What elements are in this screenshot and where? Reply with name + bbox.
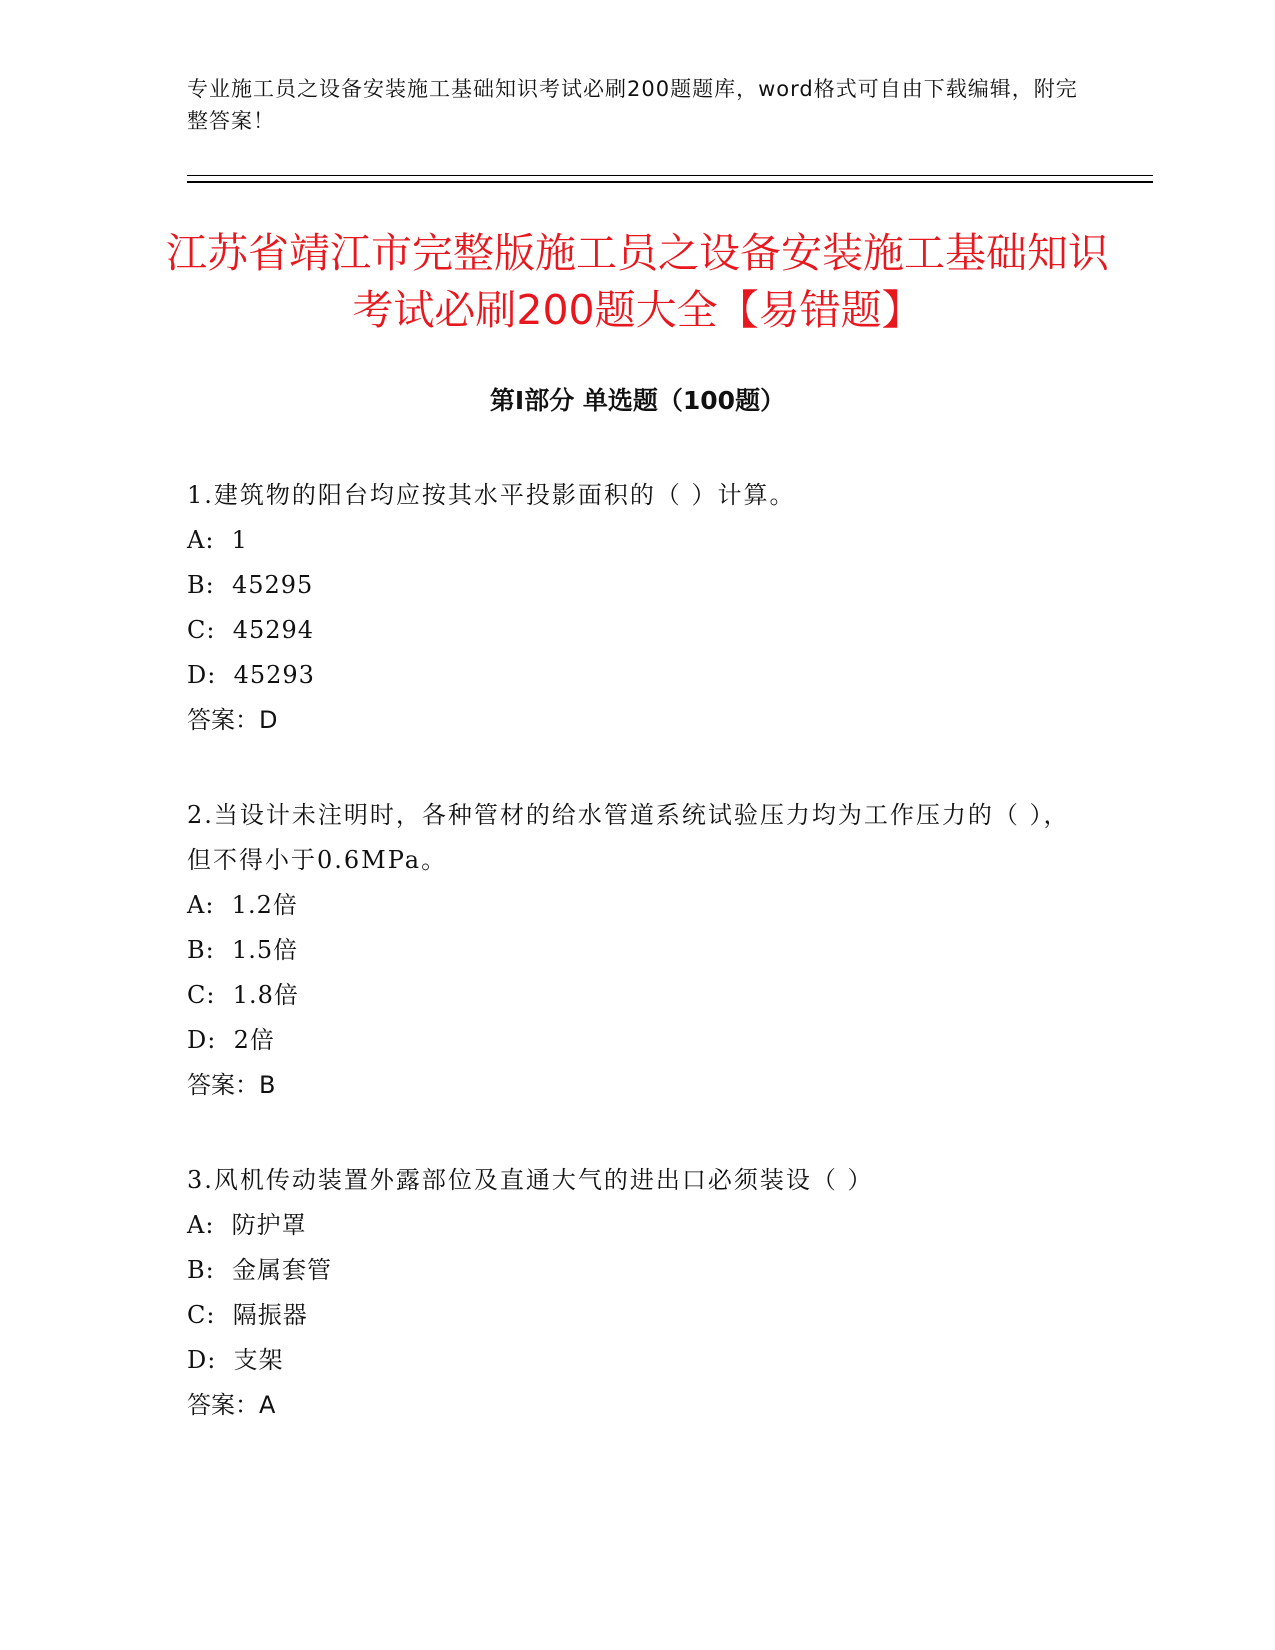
question-block — [187, 793, 1087, 1108]
answer-line: 答案：B — [187, 1071, 276, 1099]
document-title: 江苏省靖江市完整版施工员之设备安装施工基础知识考试必刷200题大全【易错题】 — [166, 229, 1109, 334]
option-c: C: 隔振器 — [187, 1301, 308, 1329]
option-b: B: 金属套管 — [187, 1256, 332, 1284]
option-d: D: 45293 — [187, 661, 315, 689]
section-heading: 第I部分 单选题（100题） — [489, 386, 786, 415]
option-b: B: 45295 — [187, 571, 314, 599]
question-text: 1.建筑物的阳台均应按其水平投影面积的（ ）计算。 — [187, 481, 796, 509]
option-d: D: 2倍 — [187, 1026, 275, 1054]
option-a: A: 1.2倍 — [187, 891, 298, 919]
header-divider-top — [187, 175, 1153, 176]
option-c: C: 1.8倍 — [187, 981, 299, 1009]
question-text: 2.当设计未注明时，各种管材的给水管道系统试验压力均为工作压力的（ ），但不得小于0.6MPa。 — [187, 801, 1070, 874]
option-d: D: 支架 — [187, 1346, 284, 1374]
header-note: 专业施工员之设备安装施工基础知识考试必刷200题题库，word格式可自由下载编辑，附完整答案！ — [187, 77, 1078, 133]
question-block — [187, 473, 1087, 743]
answer-line: 答案：D — [187, 706, 278, 734]
option-a: A: 防护罩 — [187, 1211, 307, 1239]
question-block — [187, 1158, 1087, 1428]
question-text: 3.风机传动装置外露部位及直通大气的进出口必须装设（ ） — [187, 1166, 874, 1194]
option-c: C: 45294 — [187, 616, 315, 644]
option-a: A: 1 — [187, 526, 248, 554]
option-b: B: 1.5倍 — [187, 936, 299, 964]
answer-line: 答案：A — [187, 1391, 276, 1419]
header-divider-bottom — [187, 181, 1153, 183]
